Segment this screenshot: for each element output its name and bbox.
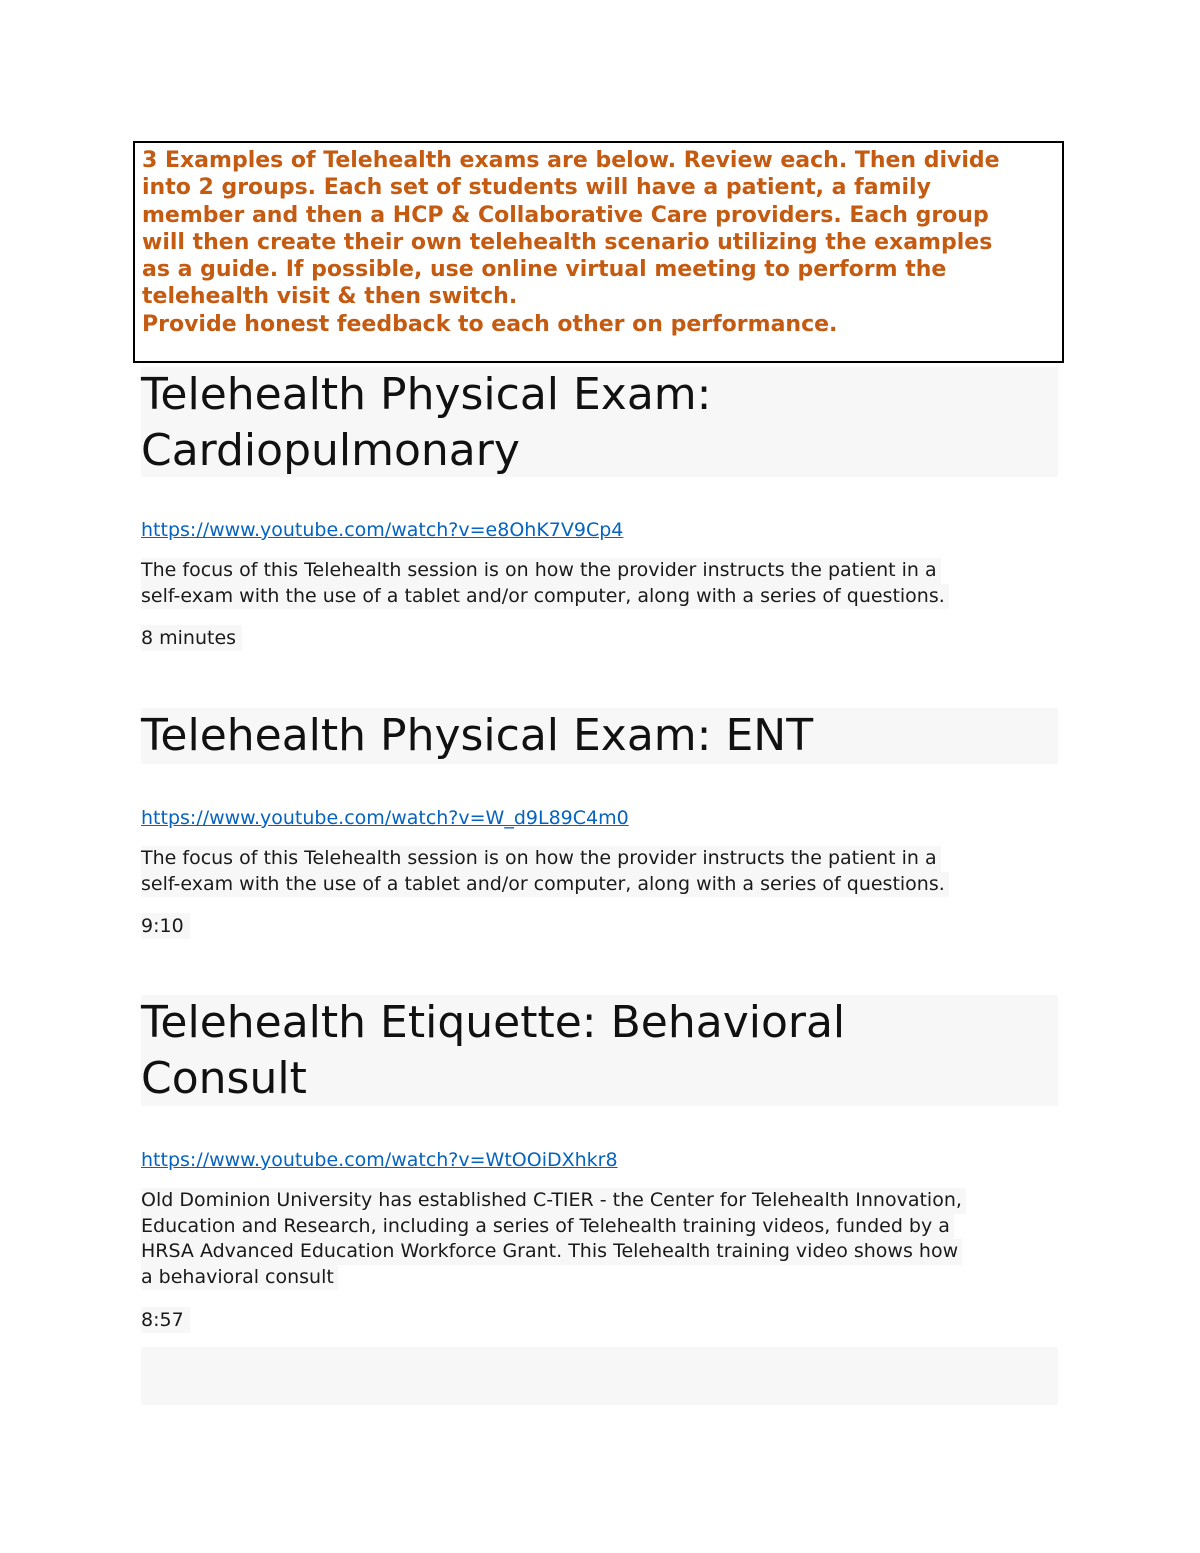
description-line: The focus of this Telehealth session is on how the provider instructs the patient in a <box>141 558 941 584</box>
section-title-line: Consult <box>141 1053 307 1104</box>
section-title-line: Telehealth Physical Exam: ENT <box>141 710 814 761</box>
instructions-line: member and then a HCP & Collaborative Care providers. Each group <box>142 202 989 228</box>
video-duration: 8 minutes <box>141 625 242 651</box>
instructions-line: telehealth visit & then switch. <box>142 284 518 310</box>
empty-paragraph-block <box>141 1347 1058 1405</box>
video-link-ent[interactable]: https://www.youtube.com/watch?v=W_d9L89C4m0 <box>141 807 629 829</box>
instructions-line: 3 Examples of Telehealth exams are below. Review each. Then divide <box>142 148 1000 173</box>
instructions-line: will then create their own telehealth scenario utilizing the examples <box>142 229 993 255</box>
section-title-line: Telehealth Physical Exam: <box>141 369 712 420</box>
video-link-cardiopulmonary[interactable]: https://www.youtube.com/watch?v=e8OhK7V9Cp4 <box>141 519 624 541</box>
instructions-box <box>133 141 1064 363</box>
instructions-line: into 2 groups. Each set of students will have a patient, a family <box>142 175 931 201</box>
section-heading-cardiopulmonary <box>141 367 1058 477</box>
instructions-line: as a guide. If possible, use online virtual meeting to perform the <box>142 257 947 283</box>
instructions-line: Provide honest feedback to each other on performance. <box>142 311 838 337</box>
description-line: Education and Research, including a series of Telehealth training videos, funded by a <box>141 1214 954 1240</box>
section-title-line: Telehealth Etiquette: Behavioral <box>141 997 846 1048</box>
description-line: self-exam with the use of a tablet and/or computer, along with a series of questions. <box>141 872 949 898</box>
description-line: self-exam with the use of a tablet and/or computer, along with a series of questions. <box>141 584 949 610</box>
description-line: a behavioral consult <box>141 1265 338 1291</box>
video-duration: 8:57 <box>141 1307 190 1333</box>
instructions-text <box>142 147 1056 338</box>
video-duration: 9:10 <box>141 913 190 939</box>
section-description <box>141 558 1058 609</box>
section-description <box>141 1188 1058 1290</box>
video-link-behavioral[interactable]: https://www.youtube.com/watch?v=WtOOiDXhkr8 <box>141 1149 618 1171</box>
section-title-line: Cardiopulmonary <box>141 425 520 476</box>
section-heading-behavioral <box>141 995 1058 1106</box>
section-description <box>141 846 1058 897</box>
description-line: HRSA Advanced Education Workforce Grant. This Telehealth training video shows how <box>141 1239 962 1265</box>
description-line: The focus of this Telehealth session is on how the provider instructs the patient in a <box>141 846 941 872</box>
section-heading-ent <box>141 708 1058 764</box>
description-line: Old Dominion University has established C-TIER - the Center for Telehealth Innovation, <box>141 1188 966 1214</box>
